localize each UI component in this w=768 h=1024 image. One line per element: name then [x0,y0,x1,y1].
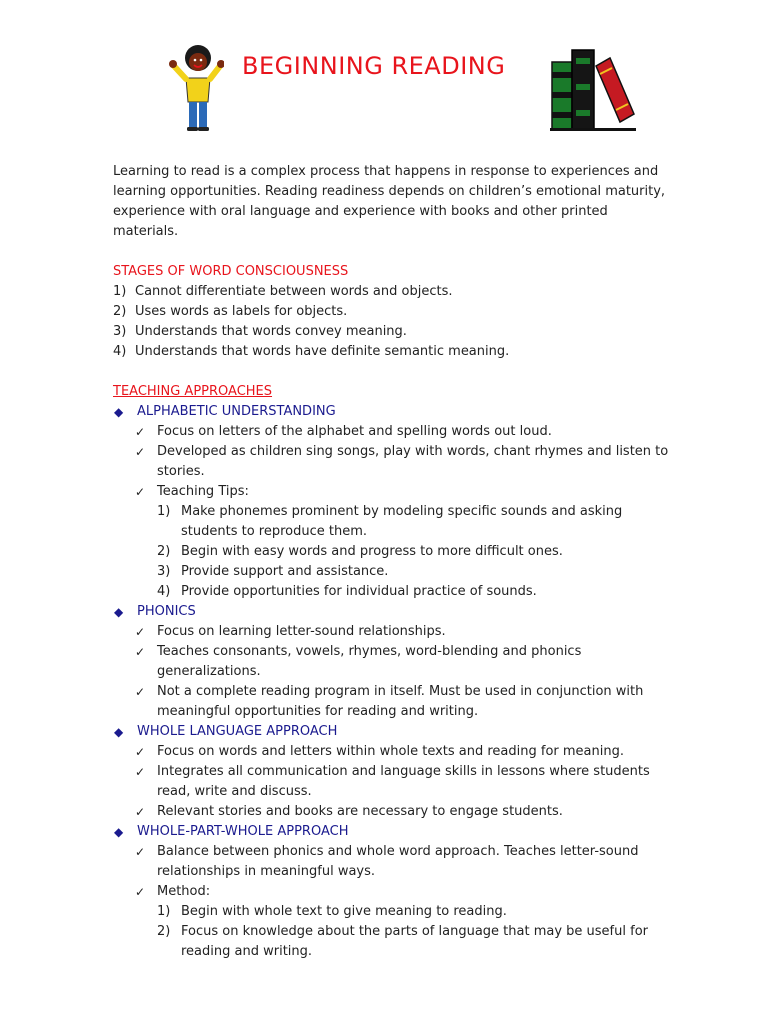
diamond-icon: ◆ [114,405,124,419]
phonics-heading: ◆ PHONICS [113,602,673,622]
checkmark-icon: ✓ [135,425,146,439]
list-item: ✓ Integrates all communication and language skills in lessons where students read, write and discuss. [135,764,650,799]
list-item: ✓ Focus on letters of the alphabet and spelling words out loud. [135,422,673,442]
checkmark-icon: ✓ [135,485,146,499]
checkmark-icon: ✓ [135,625,146,639]
whole-part-whole-points [113,842,673,962]
list-item: ✓ Focus on words and letters within whole texts and reading for meaning. [135,742,673,762]
stages-heading: STAGES OF WORD CONSCIOUSNESS [113,264,349,279]
checkmark-icon: ✓ [135,805,146,819]
stages-list [113,282,673,362]
books-clipart-icon [548,44,640,132]
list-item: 2) Uses words as labels for objects. [113,304,348,319]
list-item: 1) Begin with whole text to give meaning to reading. [157,904,507,919]
list-item: ✓ Balance between phonics and whole word approach. Teaches letter-sound relationships in meaningful ways. [135,844,639,879]
checkmark-icon: ✓ [135,645,146,659]
approaches-heading: TEACHING APPROACHES [113,384,273,399]
document-body [113,162,673,962]
checkmark-icon: ✓ [135,845,146,859]
list-item: ✓ Teaching Tips: 1) Make phonemes prominent by modeling specific sounds and asking students to reproduce them. 2) Begin with easy words and progress to more difficult ones. 3) Provide support and assistance. 4) Provide opportunities for individual practice of sounds. [135,482,673,602]
list-item: 2) Begin with easy words and progress to more difficult ones. [157,544,563,559]
list-item: 1) Make phonemes prominent by modeling specific sounds and asking students to reproduce them. [157,504,623,539]
whole-language-heading: ◆ WHOLE LANGUAGE APPROACH [113,722,673,742]
teaching-tips-list [157,502,673,602]
list-item: 2) Focus on knowledge about the parts of language that may be useful for reading and writing. [157,924,648,959]
alphabetic-points [113,422,673,602]
whole-language-points [113,742,673,822]
checkmark-icon: ✓ [135,445,146,459]
list-item: ✓ Method: 1) Begin with whole text to give meaning to reading. 2) Focus on knowledge about the parts of language that may be useful for reading and writing. [135,882,673,962]
diamond-icon: ◆ [114,725,124,739]
diamond-icon: ◆ [114,605,124,619]
phonics-points [113,622,673,722]
child-clipart-icon [168,42,224,134]
list-item: 1) Cannot differentiate between words and objects. [113,284,453,299]
checkmark-icon: ✓ [135,685,146,699]
alphabetic-heading: ◆ ALPHABETIC UNDERSTANDING [113,402,673,422]
intro-paragraph: Learning to read is a complex process that happens in response to experiences and learning opportunities. Reading readiness depends on children’s emotional maturity, experience with oral language and experience with books and other printed materials. [113,164,666,239]
page-title: BEGINNING READING [242,52,506,80]
method-list [157,902,673,962]
checkmark-icon: ✓ [135,885,146,899]
list-item: ✓ Developed as children sing songs, play with words, chant rhymes and listen to stories. [135,444,669,479]
list-item: 3) Understands that words convey meaning. [113,324,407,339]
diamond-icon: ◆ [114,825,124,839]
list-item: 3) Provide support and assistance. [157,564,389,579]
whole-part-whole-heading: ◆ WHOLE-PART-WHOLE APPROACH [113,822,673,842]
checkmark-icon: ✓ [135,745,146,759]
list-item: ✓ Not a complete reading program in itself. Must be used in conjunction with meaningful opportunities for reading and writing. [135,684,644,719]
list-item: 4) Provide opportunities for individual practice of sounds. [157,584,537,599]
checkmark-icon: ✓ [135,765,146,779]
list-item: ✓ Relevant stories and books are necessary to engage students. [135,802,673,822]
list-item: 4) Understands that words have definite semantic meaning. [113,344,510,359]
list-item: ✓ Teaches consonants, vowels, rhymes, word-blending and phonics generalizations. [135,644,582,679]
list-item: ✓ Focus on learning letter-sound relationships. [135,622,673,642]
